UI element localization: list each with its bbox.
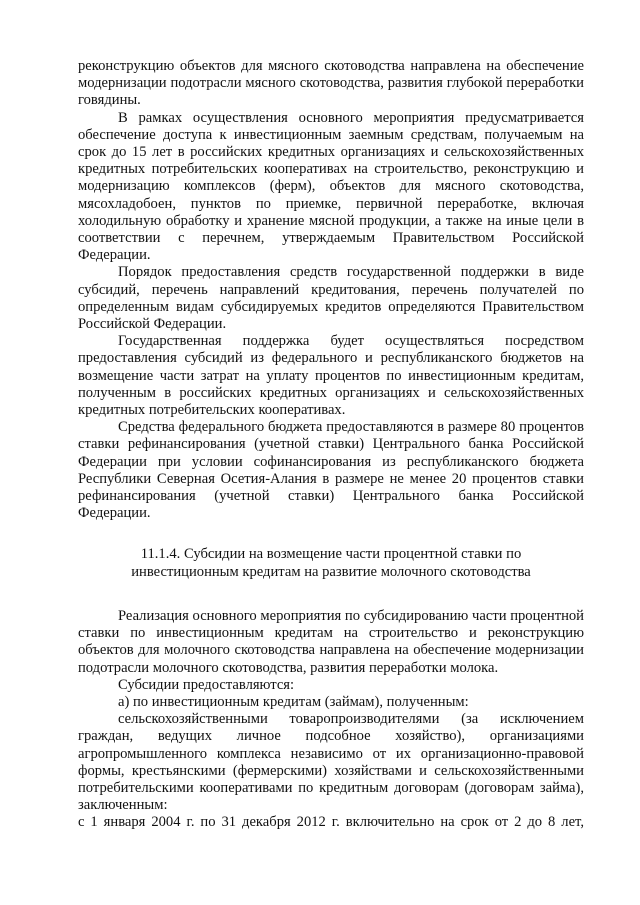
paragraph-subsidies-provided: Субсидии предоставляются: xyxy=(118,676,295,693)
section-heading-line-2: инвестиционным кредитам на развитие молочного скотоводства xyxy=(131,563,531,580)
paragraph-investment-access: В рамках осуществления основного мероприятия предусматривается обеспечение доступа к инвестиционным заемным средствам, получаемым на срок до 15 лет в российских кредитных организациях и сельскохозяйственных кредитных потребительских кооперативах на строительство, реконструкцию и модернизацию комплексов (ферм), объектов для мясного скотоводства, мясохладобоен, пунктов по приемке, первичной переработке, включая холодильную обработку и хранение мясной продукции, а также на иные цели в соответствии с перечнем, утверждаемым Правительством Российской Федерации. xyxy=(78,109,584,264)
section-heading xyxy=(78,546,584,580)
paragraph-recipients: сельскохозяйственными товаропроизводителями (за исключением граждан, ведущих личное подсобное хозяйство), организациями агропромышленного комплекса независимо от их организационно-правовой формы, крестьянскими (фермерскими) хозяйствами и сельскохозяйственными потребительскими кооперативами по кредитным договорам (договорам займа), заключенным: xyxy=(78,711,584,814)
paragraph-item-a: а) по инвестиционным кредитам (займам), полученным: xyxy=(118,693,469,710)
paragraph-state-support: Государственная поддержка будет осуществляться посредством предоставления субсидий из федерального и республиканского бюджетов на возмещение части затрат на уплату процентов по инвестиционным кредитам, полученным в российских кредитных организациях и сельскохозяйственных кредитных потребительских кооперативах. xyxy=(78,333,584,419)
paragraph-dairy-implementation: Реализация основного мероприятия по субсидированию части процентной ставки по инвестиционным кредитам на строительство и реконструкцию объектов для молочного скотоводства направлена на обеспечение модернизации подотрасли молочного скотоводства, развития переработки молока. xyxy=(78,607,584,676)
paragraph-dates: с 1 января 2004 г. по 31 декабря 2012 г. включительно на срок от 2 до 8 лет, xyxy=(78,814,584,831)
paragraph-continuation: реконструкцию объектов для мясного скотоводства направлена на обеспечение модернизации подотрасли мясного скотоводства, развития глубокой переработки говядины. xyxy=(78,58,584,109)
paragraph-federal-funds: Средства федерального бюджета предоставляются в размере 80 процентов ставки рефинансирования (учетной ставки) Центрального банка Российской Федерации при условии софинансирования из республиканского бюджета Республики Северная Осетия-Алания в размере не менее 20 процентов ставки рефинансирования (учетной ставки) Центрального банка Российской Федерации. xyxy=(78,419,584,522)
paragraph-support-procedure: Порядок предоставления средств государственной поддержки в виде субсидий, перечень направлений кредитования, перечень получателей по определенным видам субсидируемых кредитов определяются Правительством Российской Федерации. xyxy=(78,264,584,333)
section-heading-line-1: 11.1.4. Субсидии на возмещение части процентной ставки по xyxy=(140,546,522,563)
